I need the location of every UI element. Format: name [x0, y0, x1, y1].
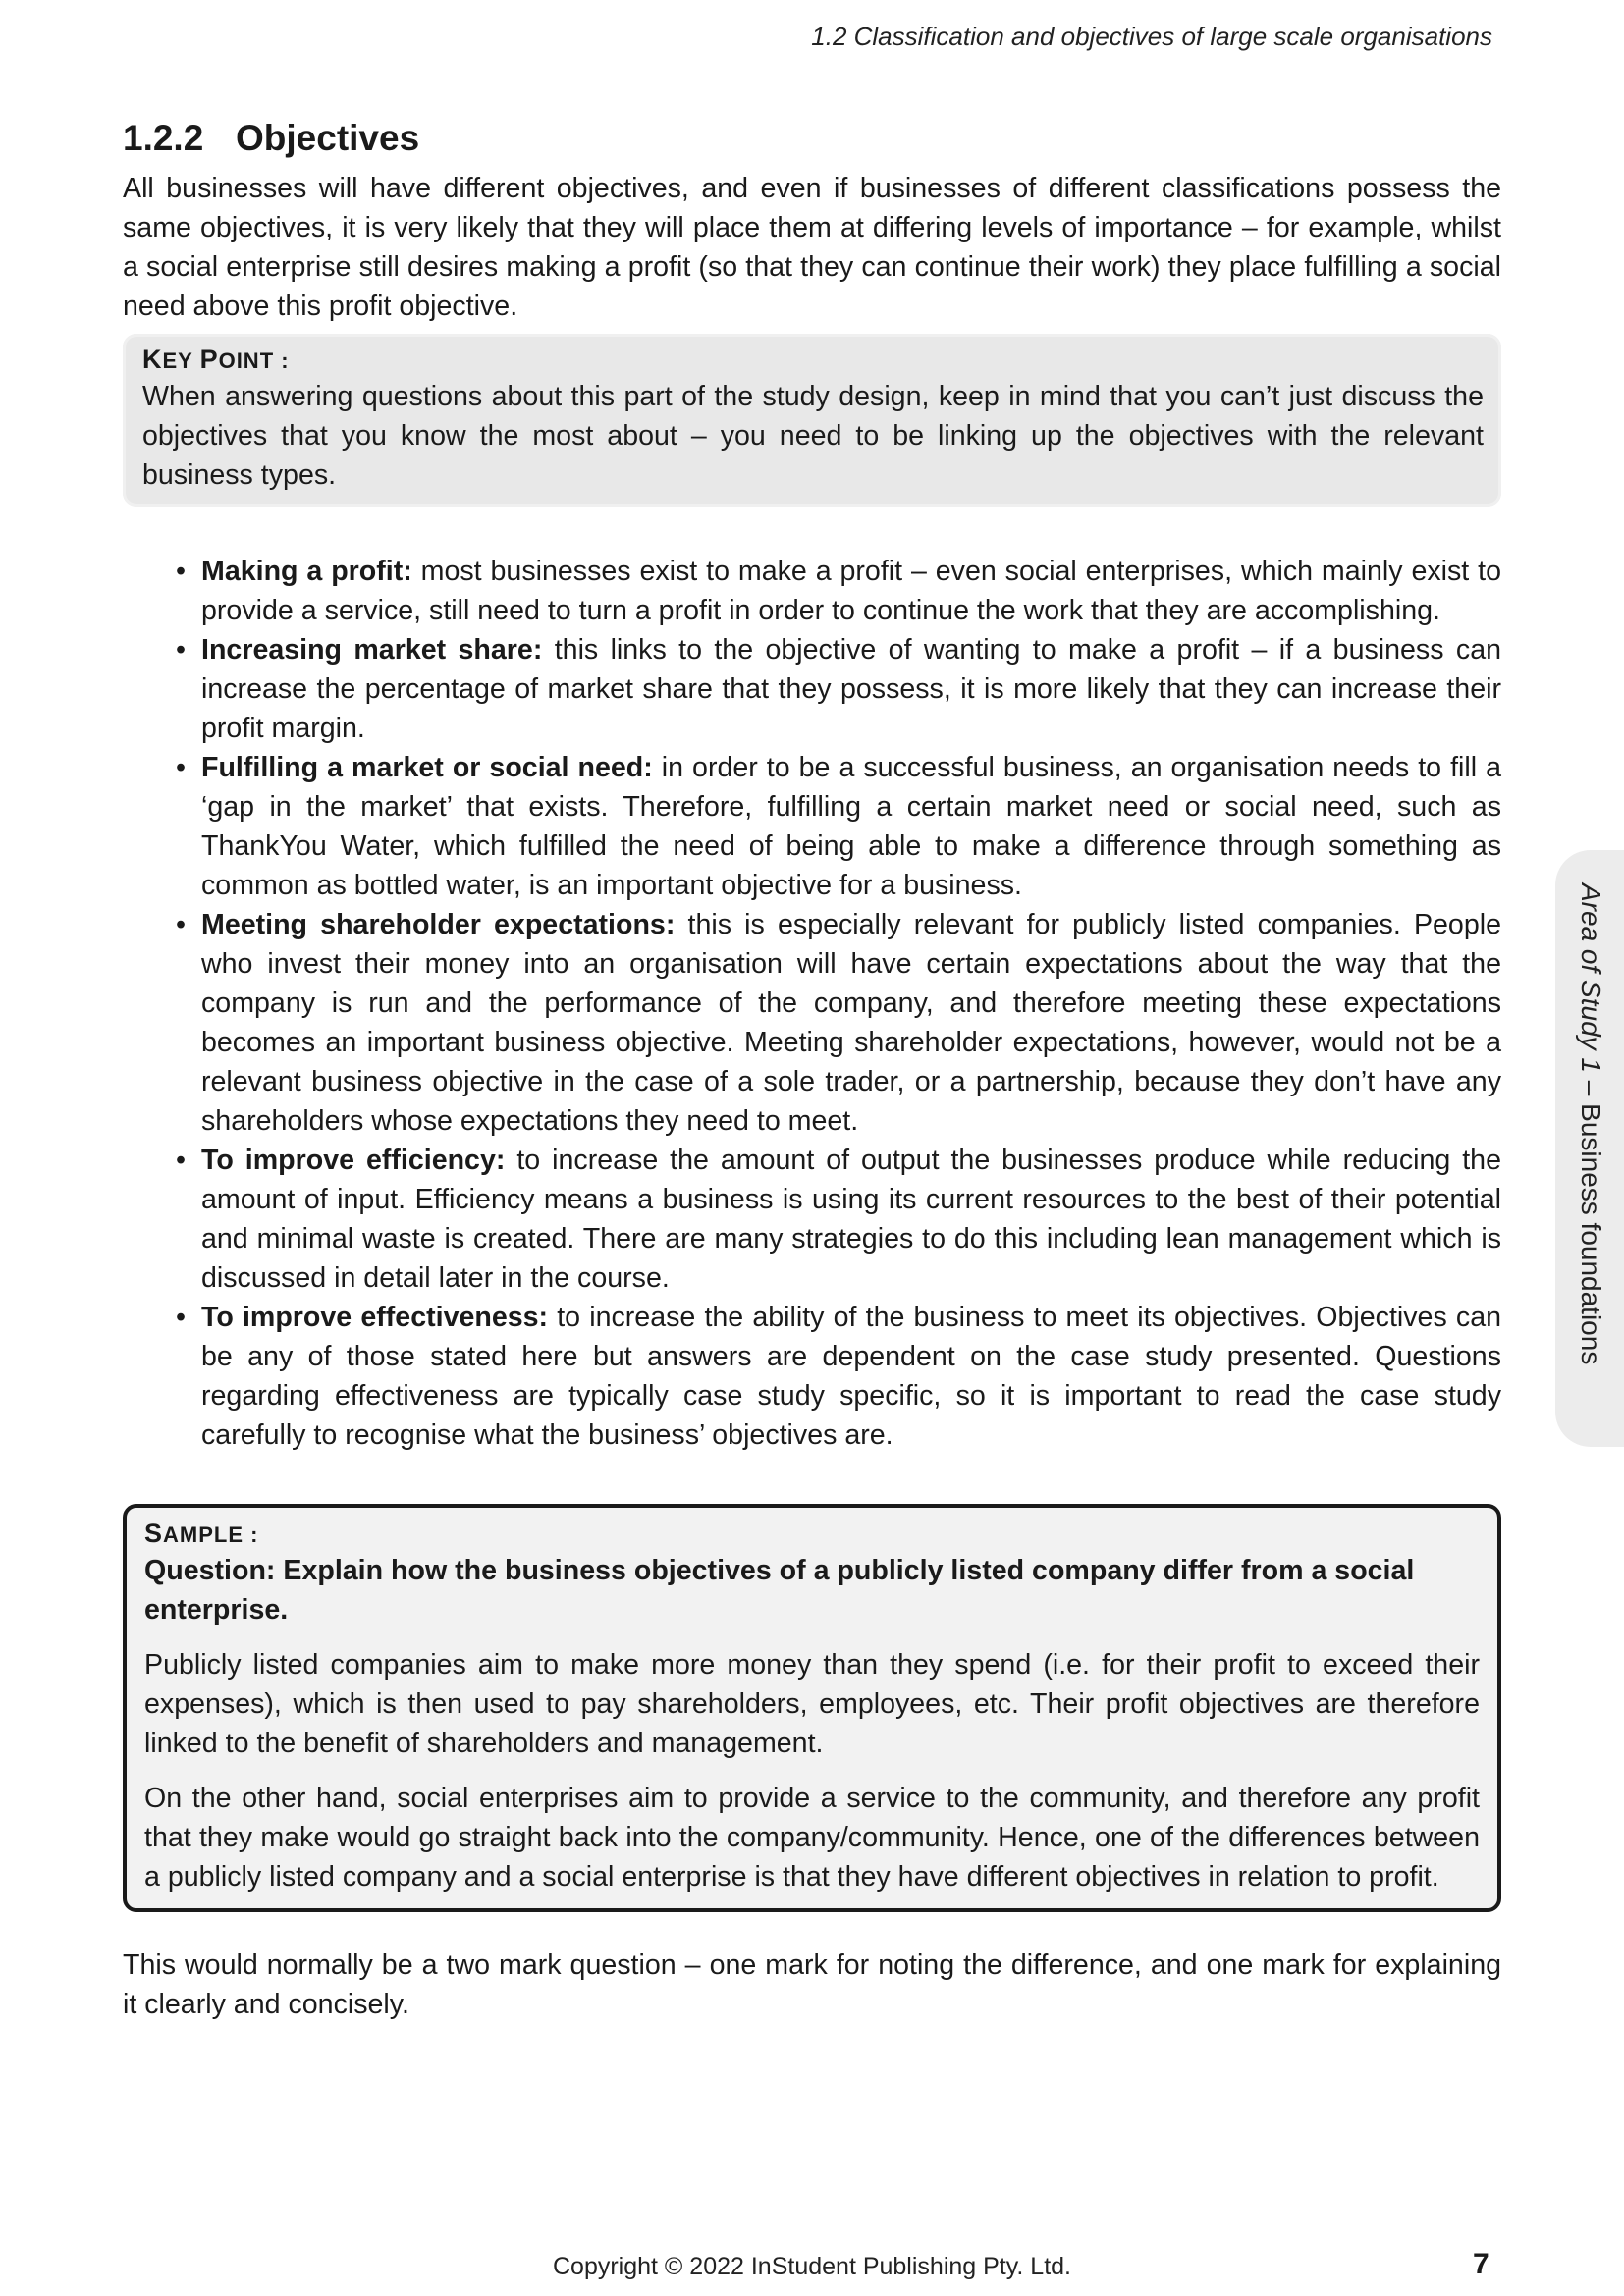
closing-paragraph: This would normally be a two mark question – one mark for noting the difference, and one mark for explaining it clearly and concisely. [123, 1949, 1501, 2020]
footer-copyright: Copyright © 2022 InStudent Publishing Pty. Ltd. [552, 2253, 1071, 2280]
objectives-list [123, 552, 1501, 1455]
section-title: Objectives [236, 118, 420, 158]
key-point-text: When answering questions about this part of the study design, keep in mind that you can’t just discuss the objectives that you know the most about – you need to be linking up the objectives with the relevant business types. [142, 381, 1484, 491]
sample-answer-2: On the other hand, social enterprises aim to provide a service to the community, and therefore any profit that they make would go straight back into the company/community. Hence, one of the differences between a publicly listed company and a social enterprise is that they have different objectives in relation to profit. [144, 1783, 1480, 1893]
objective-text: to increase the amount of output the businesses produce while reducing the amount of input. Efficiency means a business is using its current resources to the best of their potential and minimal waste is created. There are many strategies to do this including lean management which is discussed in detail later in the course. [201, 1145, 1501, 1294]
intro-paragraph: All businesses will have different objectives, and even if businesses of different classifications possess the same objectives, it is very likely that they will place them at differing levels of importance – for example, whilst a social enterprise still desires making a profit (so that they can continue their work) they place fulfilling a social need above this profit objective. [123, 173, 1501, 322]
page-content [123, 108, 1501, 2024]
list-item [201, 1298, 1501, 1455]
objective-text: most businesses exist to make a profit – even social enterprises, which mainly exist to provide a service, still need to turn a profit in order to continue the work that they are accomplishing. [201, 556, 1501, 626]
objective-term: Increasing market share: [201, 634, 543, 666]
list-item [201, 1141, 1501, 1298]
objective-term: Fulfilling a market or social need: [201, 752, 653, 783]
sample-label: SAMPLE : [144, 1519, 259, 1548]
list-item [201, 905, 1501, 1141]
list-item [201, 630, 1501, 748]
objective-text: this is especially relevant for publicly listed companies. People who invest their money into an organisation will have certain expectations about the way that the company is run and the performance of the company, and therefore meeting these expectations becomes an important business objective. Meeting shareholder expectations, however, would not be a relevant business objective in the case of a sole trader, or a partnership, because they don’t have any shareholders whose expectations they need to meet. [201, 909, 1501, 1137]
sample-question: Question: Explain how the business objectives of a publicly listed company differ from a social enterprise. [144, 1555, 1415, 1626]
sample-box [123, 1504, 1501, 1912]
section-number: 1.2.2 [123, 118, 204, 158]
side-tab-label: Area of Study 1 – Business foundations [1576, 883, 1606, 1365]
list-item [201, 748, 1501, 905]
running-header: 1.2 Classification and objectives of large scale organisations [811, 22, 1492, 51]
objective-text: in order to be a successful business, an organisation needs to fill a ‘gap in the market’ that exists. Therefore, fulfilling a certain market need or social need, such as ThankYou Water, which fulfilled the need of being able to make a difference through something as common as bottled water, is an important objective for a business. [201, 752, 1501, 901]
list-item [201, 552, 1501, 630]
sample-answer-1: Publicly listed companies aim to make more money than they spend (i.e. for their profit to exceed their expenses), which is then used to pay shareholders, employees, etc. Their profit objectives are therefore linked to the benefit of shareholders and management. [144, 1649, 1480, 1759]
page-number: 7 [1473, 2248, 1489, 2280]
objective-term: To improve effectiveness: [201, 1302, 549, 1333]
objective-term: To improve efficiency: [201, 1145, 506, 1176]
objective-text: this links to the objective of wanting to make a profit – if a business can increase the percentage of market share that they possess, it is more likely that they can increase their profit margin. [201, 634, 1501, 744]
key-point-box [123, 334, 1501, 507]
objective-text: to increase the ability of the business to meet its objectives. Objectives can be any of those stated here but answers are dependent on the case study presented. Questions regarding effectiveness are typically case study specific, so it is important to read the case study carefully to recognise what the business’ objectives are. [201, 1302, 1501, 1451]
objective-term: Meeting shareholder expectations: [201, 909, 676, 940]
section-heading [123, 114, 1501, 163]
key-point-label: KEY POINT : [142, 345, 290, 374]
objective-term: Making a profit: [201, 556, 412, 587]
